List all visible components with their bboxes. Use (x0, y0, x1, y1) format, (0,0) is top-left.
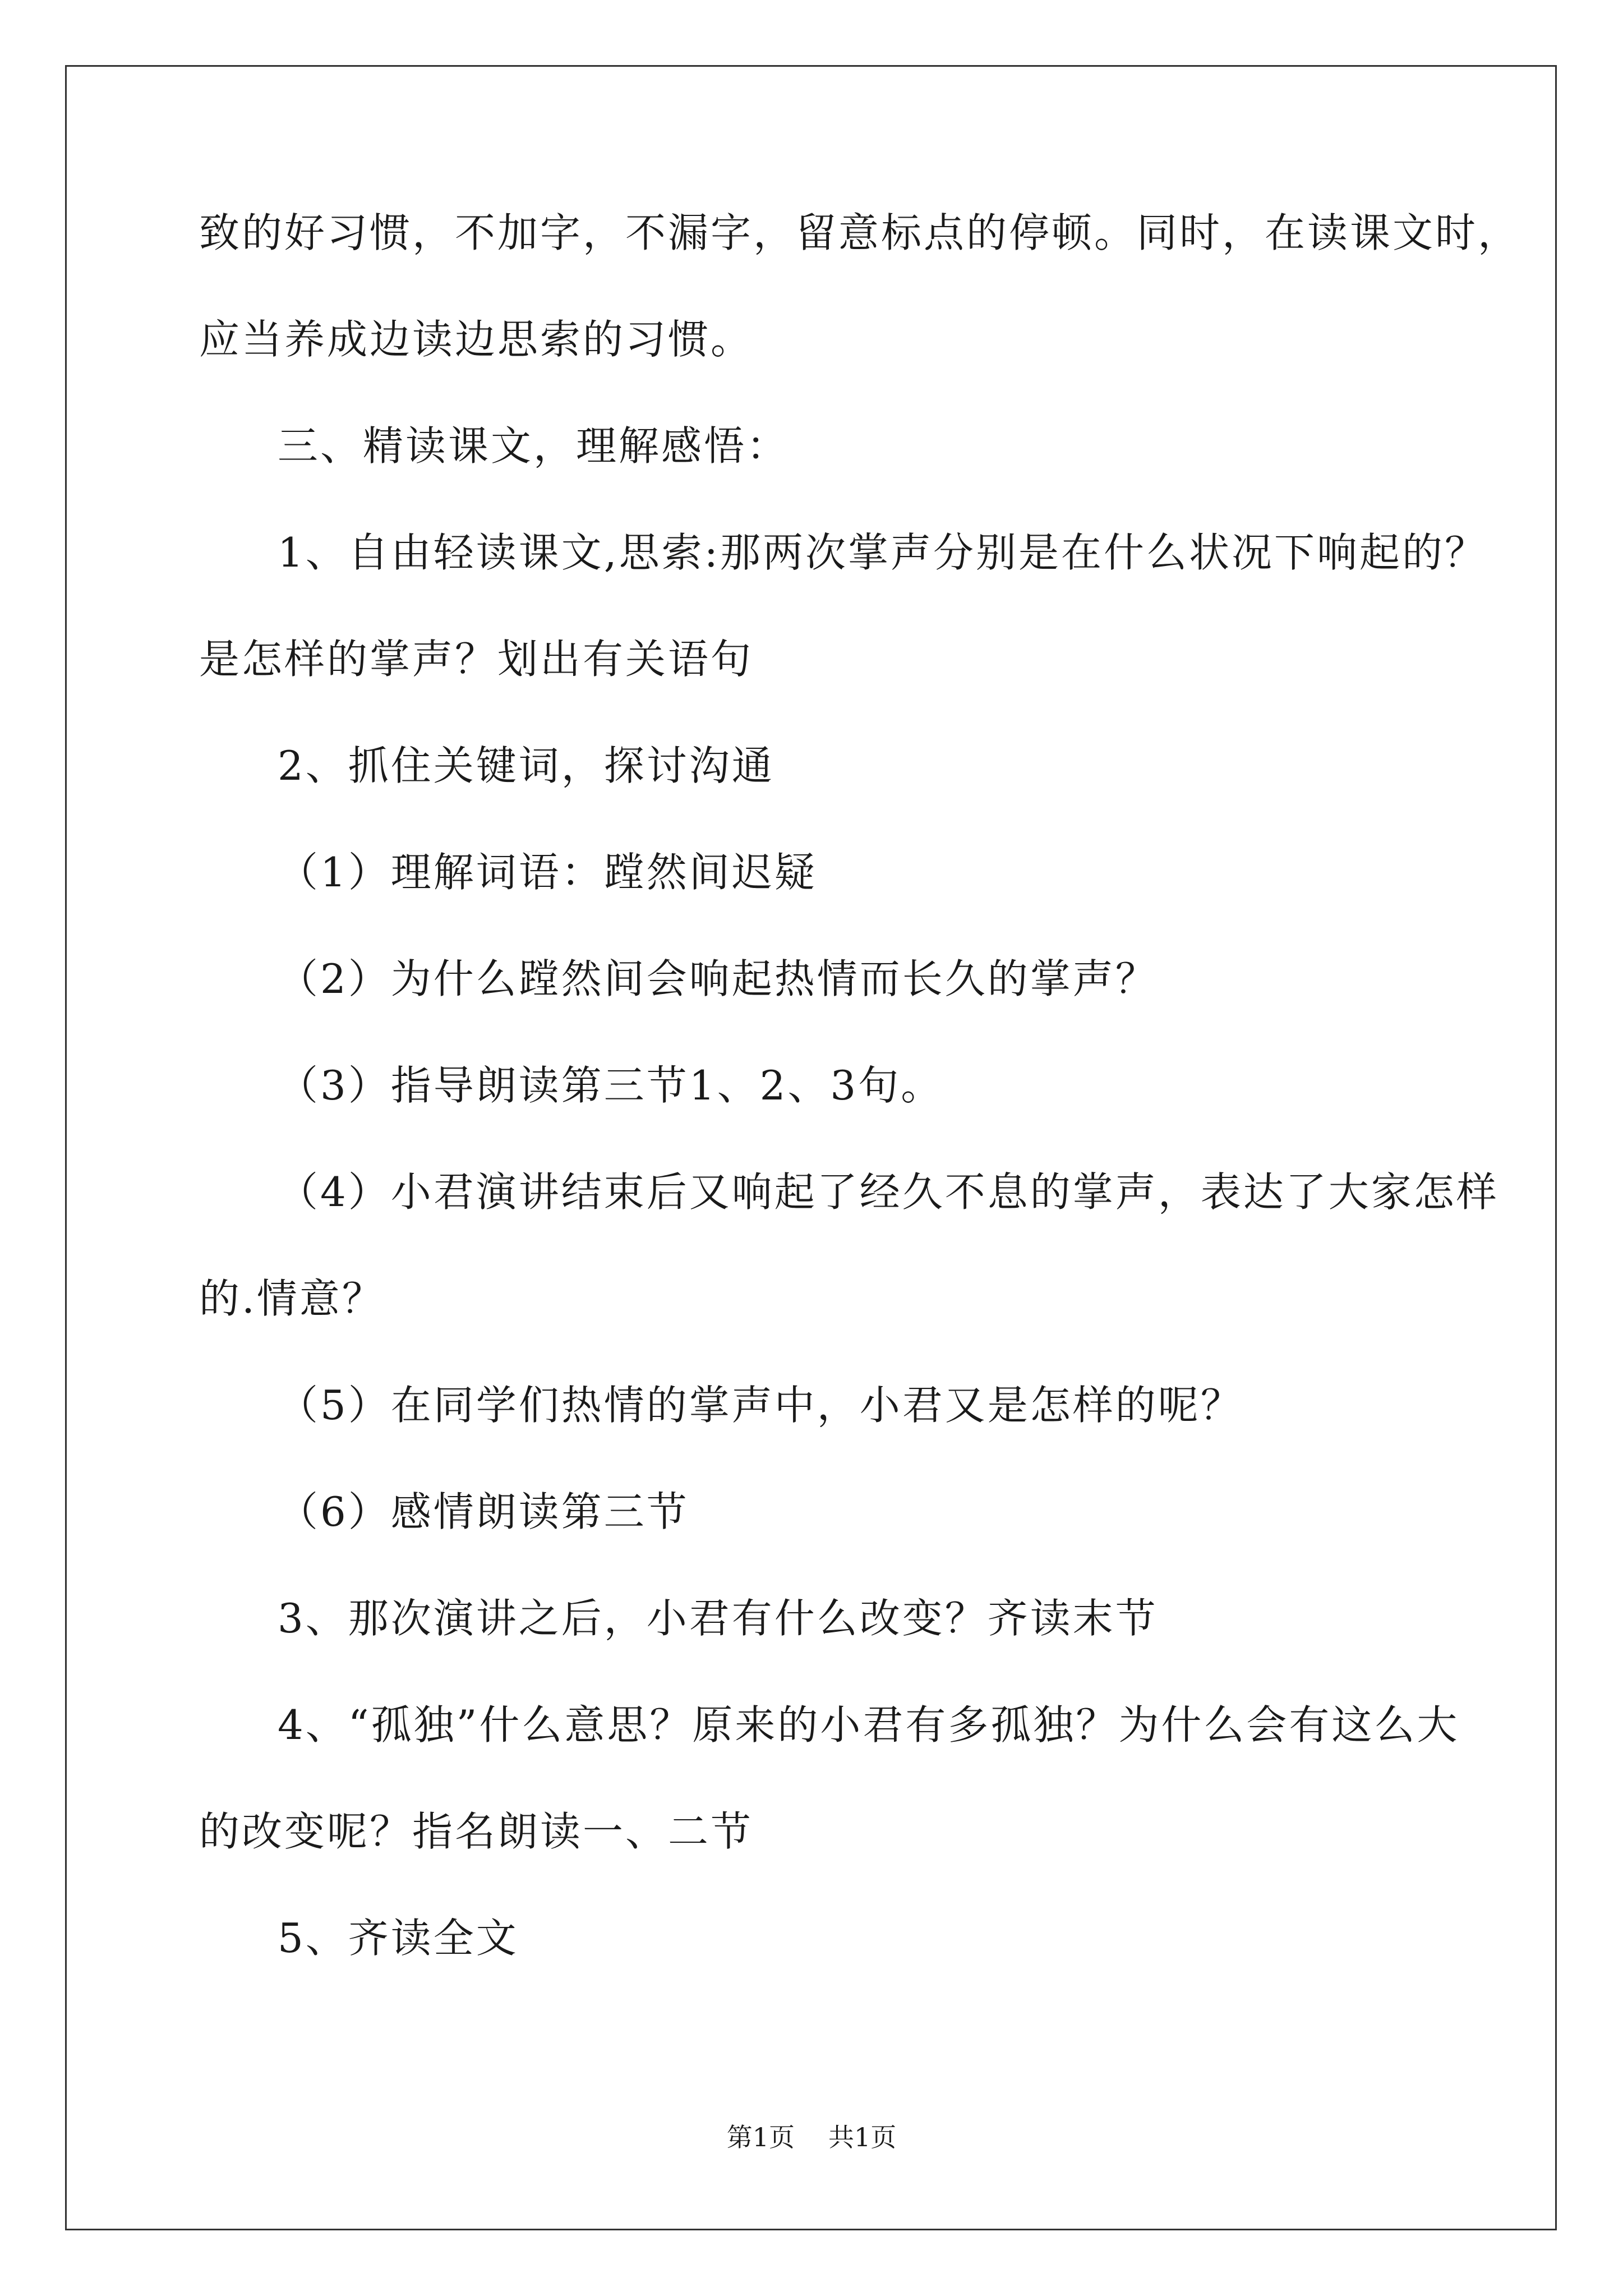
text-line: 致的好习惯，不加字，不漏字，留意标点的停顿。同时，在读课文时， (199, 209, 1521, 256)
page-total: 共1页 (828, 2122, 897, 2152)
text-line: 应当养成边读边思索的习惯。 (199, 316, 754, 363)
text-line: （1）理解词语：蹚然间迟疑 (278, 849, 817, 896)
text-line: 2、抓住关键词，探讨沟通 (278, 742, 774, 789)
text-line: 4、“孤独”什么意思？原来的小君有多孤独？为什么会有这么大 (278, 1701, 1460, 1749)
text-line: （5）在同学们热情的掌声中，小君又是怎样的呢？ (278, 1382, 1243, 1429)
text-line: 的改变呢？指名朗读一、二节 (199, 1808, 754, 1855)
page-border (65, 65, 1557, 2230)
page-number: 第1页 (726, 2122, 795, 2152)
page-footer (0, 2120, 1623, 2154)
text-line: （6）感情朗读第三节 (278, 1488, 689, 1535)
text-line: 3、那次演讲之后，小君有什么改变？齐读末节 (278, 1595, 1158, 1642)
text-line: 1、自由轻读课文,思索:那两次掌声分别是在什么状况下响起的？ (278, 529, 1487, 576)
text-line: 5、齐读全文 (278, 1915, 519, 1962)
text-line: （4）小君演讲结束后又响起了经久不息的掌声，表达了大家怎样 (278, 1168, 1499, 1216)
text-line: 是怎样的掌声？划出有关语句 (199, 636, 754, 683)
text-line: （3）指导朗读第三节1、2、3句。 (278, 1062, 944, 1109)
text-line: （2）为什么蹚然间会响起热情而长久的掌声？ (278, 955, 1158, 1002)
section-heading: 三、精读课文，理解感悟： (278, 422, 790, 470)
text-line: 的.情意？ (199, 1275, 385, 1322)
